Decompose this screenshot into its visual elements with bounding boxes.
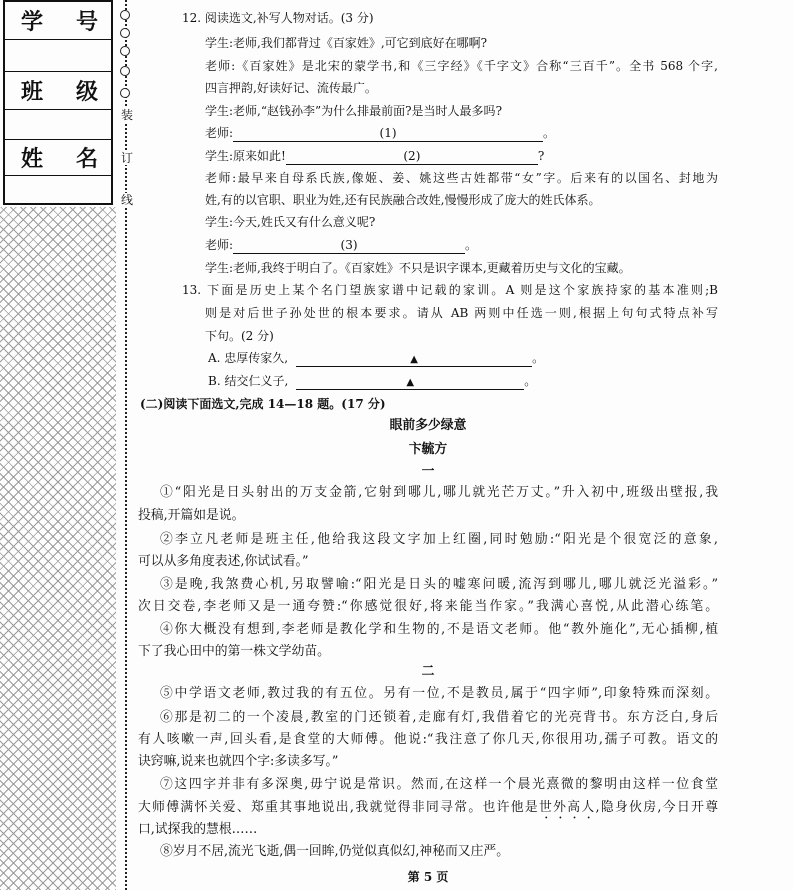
paragraph-6-line: 诀窍嘛,说来也就四个字:多读多写。” [138,754,339,769]
paragraph-3-line: ③是晚,我煞费心机,另取譬喻:“阳光是日头的嘘寒问暖,流泻到哪儿,哪儿就泛光溢彩。” [160,577,718,592]
binding-circle-icon [120,66,130,76]
name-label-row [5,140,111,176]
answer-blank-1 [233,126,543,142]
q12-line: 姓,有的以官职、职业为姓,还有民族融合改姓,慢慢形成了庞大的姓氏体系。 [205,193,601,207]
name-label-1: 姓 [21,147,44,172]
triangle-icon: ▲ [406,377,415,388]
triangle-icon: ▲ [410,354,418,365]
paragraph-1-line: 投稿,开篇如是说。 [138,508,245,523]
answer-blank-b [296,374,524,390]
crosshatch-pattern [0,207,116,890]
q12-line: 学生:今天,姓氏又有什么意义呢? [205,215,376,229]
binding-dotted-line [125,0,127,890]
binding-char-xian: 线 [120,193,133,207]
student-id-label-row [5,2,111,40]
q13-option-a [208,348,718,368]
name-label-2: 名 [75,147,98,172]
option-a-text: A. 忠厚传家久, [208,351,289,365]
q12-line-blank-1 [205,123,718,143]
paragraph-7-text: ,隐身伙房,今日开尊 [595,800,718,815]
paragraph-4-line: ④你大概没有想到,李老师是教化学和生物的,不是语文老师。他“教外施化”,无心插柳,植 [160,622,718,637]
punctuation: 。 [543,126,556,140]
q12-speaker: 老师: [205,238,234,252]
binding-char-ding: 订 [120,151,133,165]
student-id-field [5,40,111,72]
name-field [5,176,111,203]
answer-blank-3 [233,238,465,254]
student-id-label-1: 学 [21,10,44,35]
punctuation: ? [537,149,545,163]
punctuation: 。 [532,351,545,365]
q13-title: 13. 下面是历史上某个名门望族家谱中记载的家训。A 则是这个家族持家的基本准则;B [182,283,718,297]
part-number-2: 二 [421,664,435,679]
option-b-text: B. 结交仁义子, [208,374,289,388]
q12-line: 学生:老师,“赵钱孙李”为什么排最前面?是当时人最多吗? [205,104,502,118]
q12-line: 老师:《百家姓》是北宋的蒙学书,和《三字经》《千字文》合称“三百千”。全书 568 个字, [205,59,718,73]
blank-number: (2) [403,149,421,163]
paragraph-2-line: 可以从多角度表述,你试试看。” [138,554,309,569]
paragraph-2-line: ②李立凡老师是班主任,他给我这段文字加上红圈,同时勉励:“阳光是个很宽泛的意象, [160,532,718,547]
paragraph-8-line: ⑧岁月不居,流光飞逝,偶一回眸,仍觉似真似幻,神秘而又庄严。 [160,844,509,859]
punctuation: 。 [465,238,478,252]
paragraph-7-line: ⑦这四字并非有多深奥,毋宁说是常识。然而,在这样一个晨光熹微的黎明由这样一位食堂 [160,777,718,792]
q12-line: 四言押韵,好读好记、流传最广。 [205,81,377,95]
q12-line-blank-3 [205,235,718,255]
q12-line: 学生:老师,我们都背过《百家姓》,可它到底好在哪啊? [205,36,488,50]
q12-title: 12. 阅读选文,补写人物对话。(3 分) [182,11,374,25]
article-title: 眼前多少绿意 [389,418,467,433]
student-id-label-2: 号 [75,10,98,35]
punctuation: 。 [524,374,537,388]
paragraph-7-line: 口,试探我的慧根…… [138,822,258,837]
q12-speaker: 学生:原来如此! [205,149,286,163]
paragraph-6-line: 有人咳嗽一声,回头看,是食堂的大师傅。他说:“我注意了你几天,你很用功,孺子可教。语文的 [138,732,718,747]
paragraph-4-line: 下了我心田中的第一株文学幼苗。 [138,644,330,659]
q12-line: 学生:老师,我终于明白了。《百家姓》不只是识字课本,更藏着历史与文化的宝藏。 [205,261,631,275]
paragraph-7-line [138,798,718,820]
page-number: 第 5 页 [407,870,449,884]
part-number-1: 一 [421,464,435,479]
q12-line-blank-2 [205,146,718,166]
binding-char-zhuang: 装 [120,108,133,122]
q13-option-b [208,371,718,391]
binding-circle-icon [120,10,130,20]
paragraph-5-line: ⑤中学语文老师,教过我的有五位。另有一位,不是教员,属于“四字师”,印象特殊而深刻。 [160,686,718,701]
emphasized-phrase: 世外高人 [538,800,596,815]
class-field [5,110,111,140]
paragraph-6-line: ⑥那是初二的一个凌晨,教室的门还锁着,走廊有灯,我借着它的光亮背书。东方泛白,身后 [160,710,718,725]
class-label-row [5,72,111,110]
student-info-box [3,0,113,205]
class-label-1: 班 [21,80,44,105]
q13-line: 则是对后世子孙处世的根本要求。请从 AB 两则中任选一则,根据上句句式特点补写 [205,306,718,320]
article-author: 卞毓方 [408,442,448,457]
q12-line: 老师:最早来自母系氏族,像姬、姜、姚这些古姓都带“女”字。后来有的以国名、封地为 [205,171,718,185]
paragraph-1-line: ①“阳光是日头射出的万支金箭,它射到哪儿,哪儿就光芒万丈。”升入初中,班级出壁报,我 [160,485,718,500]
answer-blank-2 [286,149,538,165]
paragraph-3-line: 次日交卷,李老师又是一通夸赞:“你感觉很好,将来能当作家。”我满心喜悦,从此潜心练笔。 [138,599,718,614]
binding-circle-icon [120,46,130,56]
blank-number: (3) [340,238,358,252]
q12-speaker: 老师: [205,126,234,140]
binding-circle-icon [120,88,130,98]
q13-line: 下句。(2 分) [205,329,274,343]
class-label-2: 级 [75,80,98,105]
blank-number: (1) [379,126,397,140]
paragraph-7-text: 大师傅满怀关爱、郑重其事地说出,我就觉得非同寻常。也许他是 [138,800,539,815]
answer-blank-a [296,351,532,367]
section-heading: (二)阅读下面选文,完成 14—18 题。(17 分) [140,397,386,411]
binding-circle-icon [120,28,130,38]
